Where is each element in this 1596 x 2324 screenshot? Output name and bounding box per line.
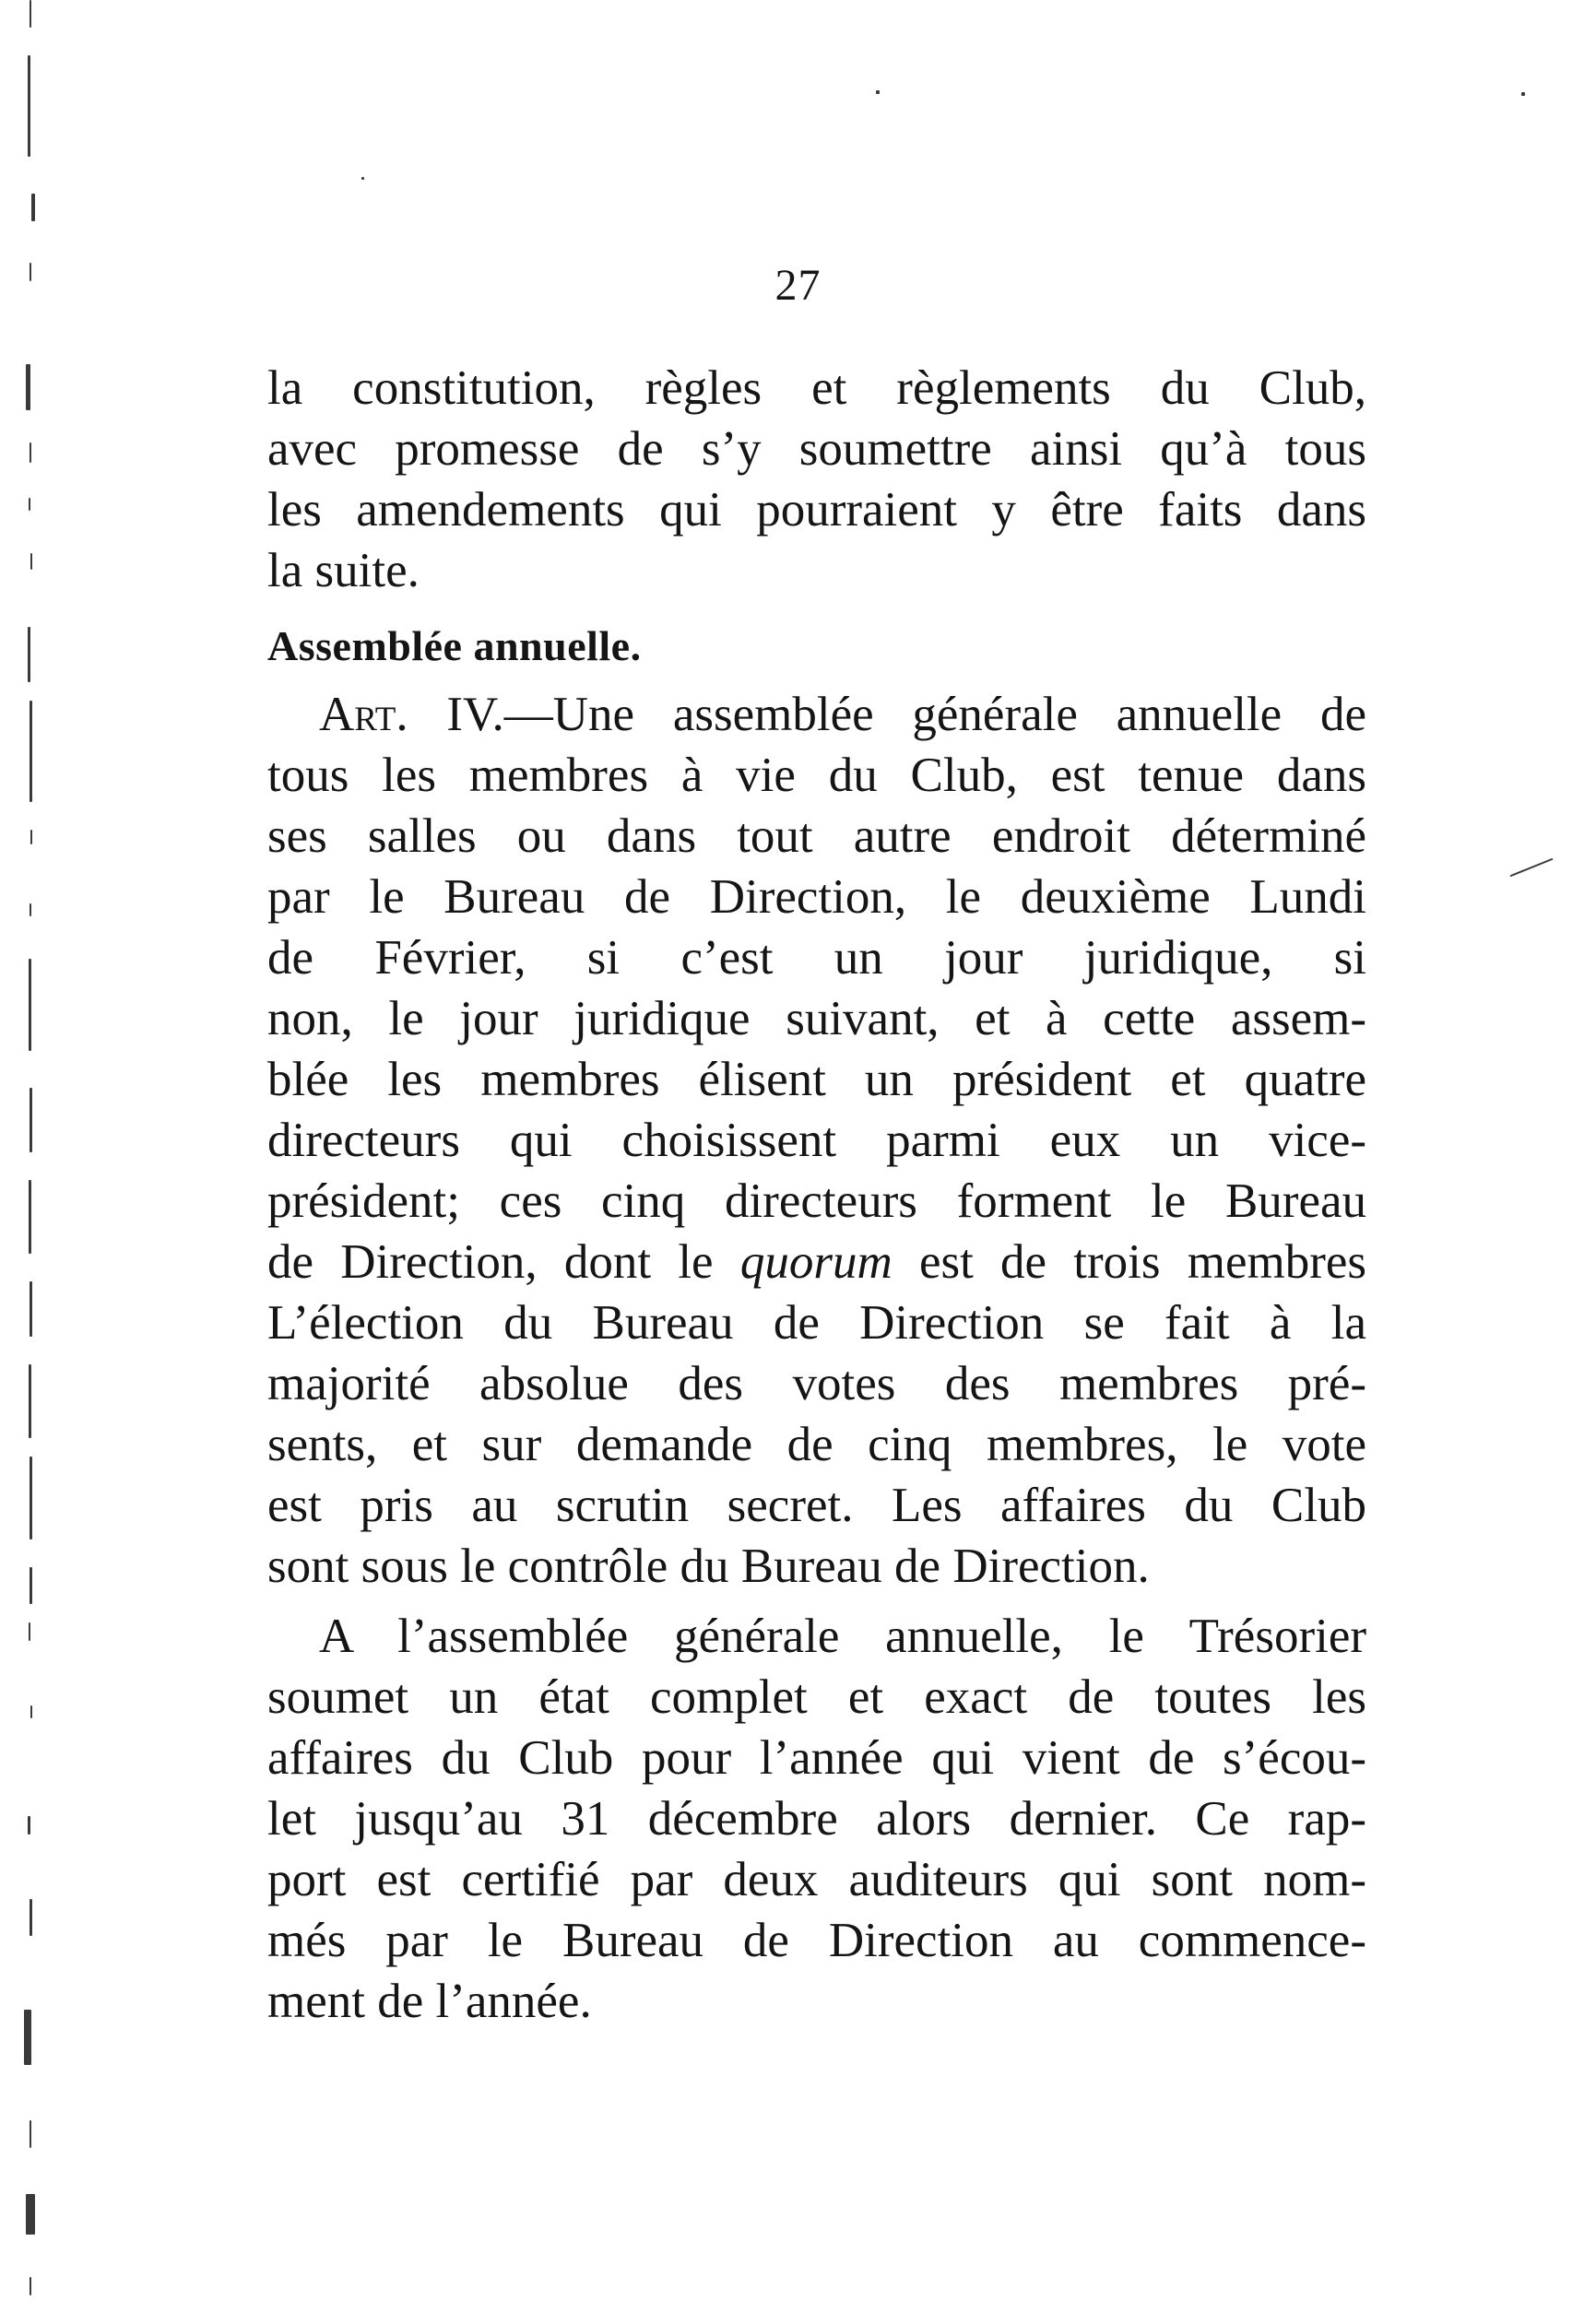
text-line: président; ces cinq directeurs forment le Bureau (267, 1174, 1366, 1228)
text-line: sont sous le contrôle du Bureau de Direction. (267, 1540, 1150, 1593)
text-line: port est certifié par deux auditeurs qui sont nom- (267, 1853, 1366, 1906)
text-line: més par le Bureau de Direction au commence- (267, 1914, 1366, 1967)
text-line: blée les membres élisent un président et quatre (267, 1053, 1366, 1106)
quorum-italic: quorum (739, 1235, 893, 1289)
text-line: A l’assemblée générale annuelle, le Trésorier (319, 1610, 1366, 1663)
article-first-line (267, 684, 1366, 745)
page-body (267, 358, 1366, 2032)
scan-edge-marks (20, 0, 44, 2324)
text-line: let jusqu’au 31 décembre alors dernier. Ce rap- (267, 1792, 1366, 1846)
text-line: affaires du Club pour l’année qui vient de s’écou- (267, 1731, 1366, 1785)
page-number: 27 (774, 261, 822, 310)
article-text: IV.—Une assemblée générale annuelle de (446, 688, 1366, 741)
text-line: directeurs qui choisissent parmi eux un vice- (267, 1114, 1366, 1167)
text-line: avec promesse de s’y soumettre ainsi qu’à tous (267, 422, 1366, 476)
text-line: majorité absolue des votes des membres pré- (267, 1357, 1366, 1410)
scan-speck (1509, 858, 1553, 878)
text-line: L’élection du Bureau de Direction se fait à la (267, 1296, 1366, 1350)
article-label: Art. (319, 688, 408, 741)
scan-speck (1521, 92, 1525, 96)
text-line: sents, et sur demande de cinq membres, le vote (267, 1418, 1366, 1471)
text-line: par le Bureau de Direction, le deuxième Lundi (267, 870, 1366, 924)
section-heading: Assemblée annuelle. (267, 622, 642, 669)
quorum-before: de Direction, dont le (267, 1235, 714, 1289)
text-line: les amendements qui pourraient y être faits dans (267, 483, 1366, 537)
scan-speck (361, 177, 364, 180)
text-line: soumet un état complet et exact de toutes les (267, 1670, 1366, 1724)
text-line: non, le jour juridique suivant, et à cette assem- (267, 992, 1366, 1045)
scan-speck (876, 90, 880, 94)
text-line: tous les membres à vie du Club, est tenue dans (267, 749, 1366, 802)
text-line: ment de l’année. (267, 1975, 592, 2028)
text-line: de Février, si c’est un jour juridique, si (267, 931, 1366, 985)
text-line: est pris au scrutin secret. Les affaires du Club (267, 1479, 1366, 1532)
quorum-after: est de trois membres (918, 1235, 1367, 1289)
text-line: la constitution, règles et règlements du Club, (267, 361, 1366, 415)
text-line: ses salles ou dans tout autre endroit déterminé (267, 809, 1366, 863)
quorum-line (267, 1232, 1366, 1292)
text-line: la suite. (267, 544, 420, 597)
